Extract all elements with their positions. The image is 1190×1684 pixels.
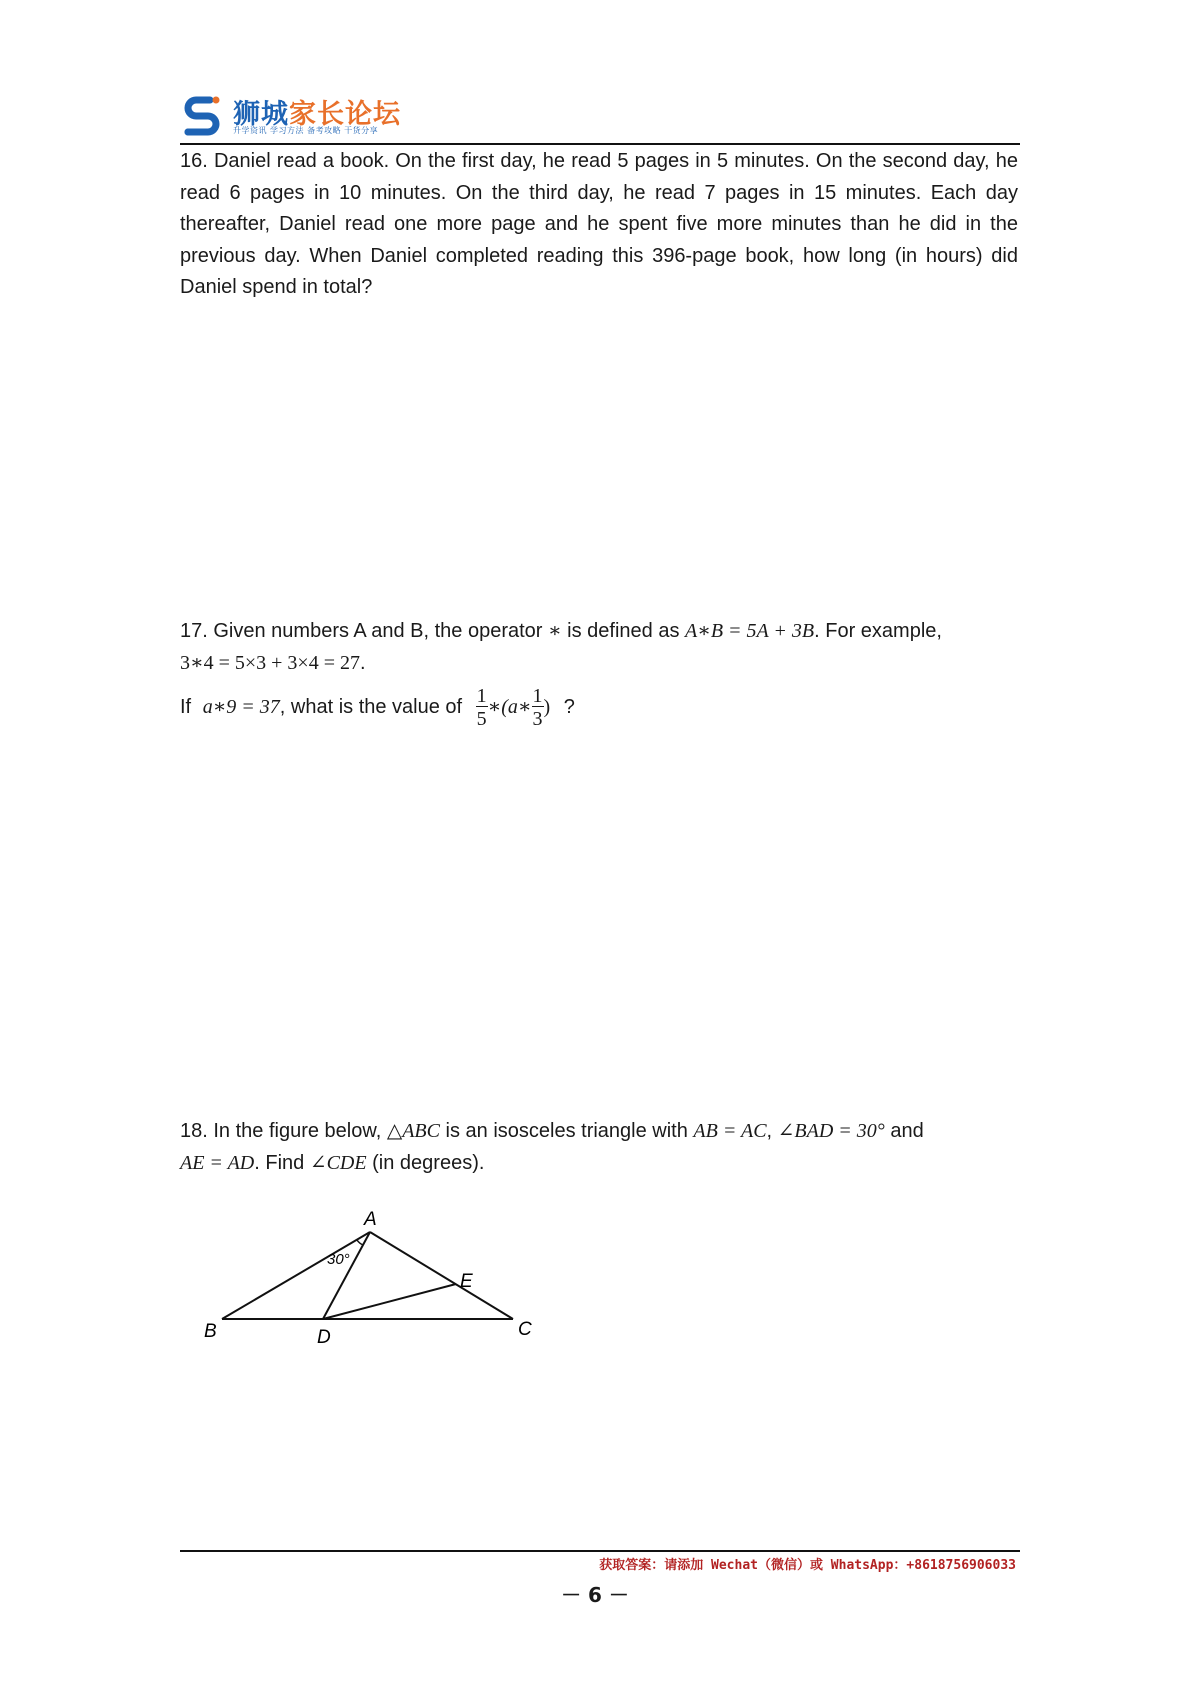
side-ab <box>222 1232 370 1319</box>
q17-expression-close: ) <box>543 695 551 718</box>
site-header <box>180 92 1020 142</box>
operator-definition: A∗B = 5A + 3B <box>685 620 815 642</box>
q17-part1: 17. Given numbers A and B, the operator <box>180 620 549 642</box>
operator-symbol: ∗ <box>548 620 562 642</box>
triangle-figure <box>190 1195 560 1355</box>
page-number: － 6 － <box>561 1583 629 1607</box>
q17-period: . <box>360 651 366 674</box>
logo-title-a: 狮城 <box>233 99 289 130</box>
angle-bad: ∠BAD = 30° <box>777 1120 885 1142</box>
q18-comma: , <box>766 1120 778 1142</box>
q18-and: and <box>884 1120 924 1142</box>
fraction-one-fifth <box>476 686 488 729</box>
equation-ae-ad: AE = AD <box>180 1151 255 1174</box>
q17-part3: . For example, <box>814 620 942 642</box>
question-16: 16. Daniel read a book. On the first day, he read 5 pages in 5 minutes. On the second day, he read 6 pages in 10 minutes. On the third day, he read 7 pages in 15 minutes. Each day thereafter, Daniel read one more page and he spent five more minutes than he did in the previous day. When Daniel completed reading this 396-page book, how long (in hours) did Daniel spend in total? <box>180 150 1018 298</box>
frac1-numerator: 1 <box>476 685 487 707</box>
logo-icon <box>180 92 226 138</box>
segment-de <box>323 1284 456 1319</box>
frac2-denominator: 3 <box>532 708 543 730</box>
q17-question-text: , what is the value of <box>279 695 463 718</box>
q18-find: . Find <box>254 1151 310 1174</box>
angle-label: 30° <box>327 1251 350 1268</box>
fraction-one-third <box>532 686 544 729</box>
logo-subtitle: 升学资讯 学习方法 备考攻略 干货分享 <box>233 126 379 135</box>
q18-suffix: (in degrees). <box>366 1151 485 1174</box>
question-18 <box>180 1116 1018 1179</box>
footer-divider <box>180 1550 1020 1552</box>
vertex-label-c: C <box>518 1319 532 1340</box>
angle-arc <box>357 1240 363 1245</box>
q17-expression: ∗(a∗ <box>487 695 532 718</box>
vertex-label-e: E <box>460 1271 473 1292</box>
equation-ab-ac: AB = AC <box>693 1120 767 1142</box>
operator-example: 3∗4 = 5×3 + 3×4 = 27 <box>180 651 360 674</box>
triangle-abc: △ABC <box>386 1120 440 1142</box>
frac2-numerator: 1 <box>532 685 543 707</box>
q17-condition: a∗9 = 37 <box>202 695 280 718</box>
angle-cde: ∠CDE <box>309 1151 367 1174</box>
vertex-label-b: B <box>204 1321 217 1342</box>
q18-part1: 18. In the figure below, <box>180 1120 387 1142</box>
contact-note: 获取答案：请添加 Wechat（微信）或 WhatsApp：+8618756906033 <box>599 1558 1016 1573</box>
header-divider <box>180 143 1020 145</box>
q17-question-mark: ? <box>563 695 575 718</box>
question-17-ask <box>180 686 780 736</box>
side-ac <box>370 1232 513 1319</box>
logo-title-b: 家长论坛 <box>289 99 401 130</box>
q17-if: If <box>180 695 192 718</box>
question-17-statement <box>180 616 1018 679</box>
frac1-denominator: 5 <box>476 708 487 730</box>
vertex-label-a: A <box>364 1209 377 1230</box>
q17-part2: is defined as <box>561 620 686 642</box>
vertex-label-d: D <box>317 1327 331 1348</box>
q18-part2: is an isosceles triangle with <box>439 1120 694 1142</box>
